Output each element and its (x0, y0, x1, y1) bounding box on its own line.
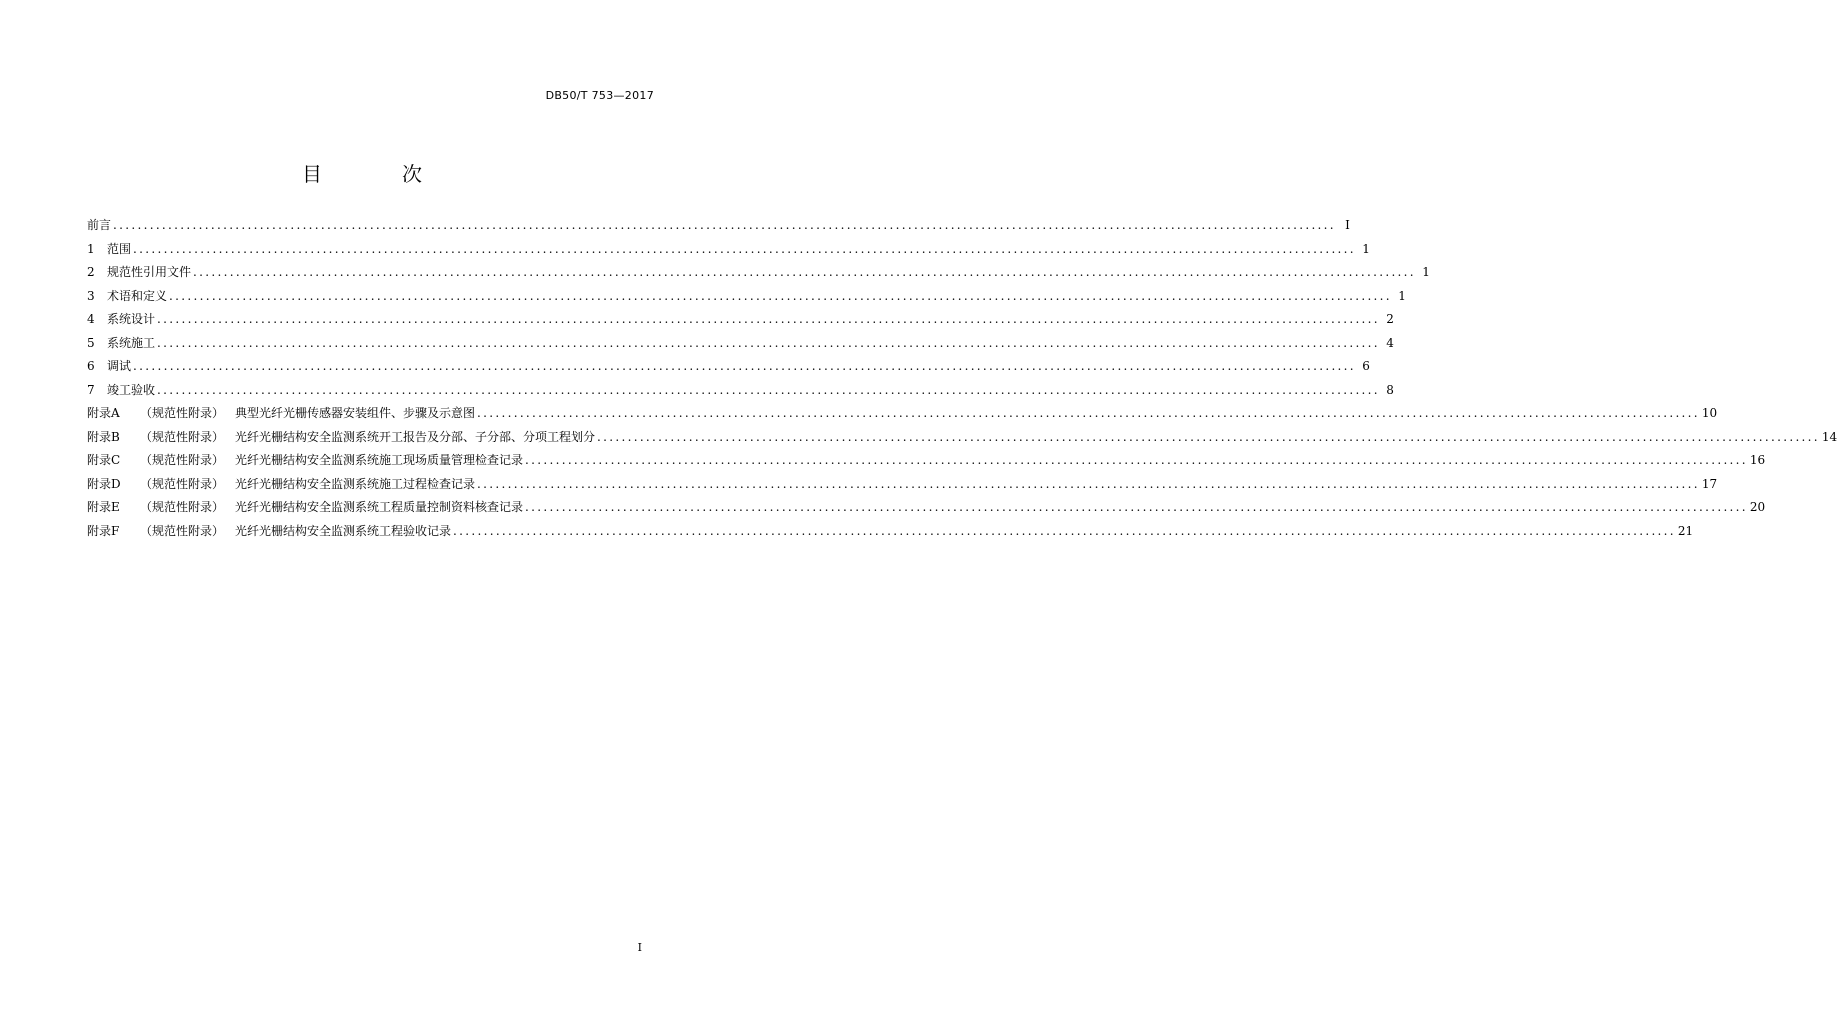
toc-entry-page: 1 (1422, 265, 1430, 279)
toc-entry[interactable] (87, 428, 1837, 452)
toc-entry[interactable] (87, 475, 1718, 499)
toc-dot-leader: ........................................................................................................................................................................................................ (477, 476, 1700, 491)
toc-entry-annex-type: （规范性附录） (140, 500, 225, 514)
toc-entry[interactable] (87, 334, 1394, 358)
toc-entry-number: 2 (87, 265, 95, 279)
toc-entry[interactable] (87, 216, 1350, 240)
toc-dot-leader: ........................................................................................................................................................................................................ (477, 406, 1700, 420)
toc-entry-page: 10 (1701, 406, 1718, 420)
toc-entry-label: 典型光纤光栅传感器安装组件、步骤及示意图 (235, 406, 476, 420)
toc-entry-label: 光纤光栅结构安全监测系统开工报告及分部、子分部、分项工程划分 (235, 429, 596, 444)
toc-entry-number: 3 (87, 288, 95, 303)
toc-entry-page: I (1345, 218, 1350, 232)
toc-entry[interactable] (87, 287, 1406, 311)
toc-entry-page: 14 (1821, 429, 1837, 444)
toc-entry[interactable] (87, 522, 1694, 546)
toc-entry-page: 20 (1749, 500, 1766, 514)
toc-dot-leader: ........................................................................................................................................................................................................ (193, 265, 1416, 279)
toc-entry[interactable] (87, 498, 1766, 522)
toc-dot-leader: ........................................................................................................................................................................................................ (453, 523, 1676, 538)
toc-entry[interactable] (87, 404, 1718, 428)
page-title: 目 次 (302, 162, 452, 186)
toc-dot-leader: ........................................................................................................................................................................................................ (157, 335, 1380, 350)
toc-entry-number: 6 (87, 359, 95, 373)
toc-entry[interactable] (87, 310, 1394, 334)
table-of-contents (87, 216, 1837, 545)
toc-entry-label: 光纤光栅结构安全监测系统施工过程检查记录 (235, 476, 476, 491)
toc-entry-label: 前言 (87, 218, 112, 232)
toc-entry[interactable] (87, 357, 1370, 381)
toc-entry-annex-type: （规范性附录） (140, 523, 225, 538)
toc-entry-number: 附录B (87, 429, 120, 444)
toc-entry-number: 7 (87, 382, 95, 397)
toc-entry[interactable] (87, 381, 1394, 405)
toc-entry-label: 范围 (107, 241, 132, 256)
toc-entry-annex-type: （规范性附录） (140, 476, 225, 491)
toc-entry-label: 光纤光栅结构安全监测系统工程验收记录 (235, 523, 452, 538)
toc-entry-number: 附录A (87, 406, 120, 420)
toc-dot-leader: ........................................................................................................................................................................................................ (525, 500, 1748, 514)
toc-dot-leader: ........................................................................................................................................................................................................ (157, 382, 1380, 397)
toc-entry-page: 2 (1386, 312, 1394, 326)
toc-entry-annex-type: （规范性附录） (140, 429, 225, 444)
toc-dot-leader: ........................................................................................................................................................................................................ (157, 312, 1380, 326)
toc-entry-page: 4 (1386, 335, 1394, 350)
toc-entry-number: 1 (87, 241, 95, 256)
toc-dot-leader: ........................................................................................................................................................................................................ (169, 288, 1392, 303)
toc-dot-leader: ........................................................................................................................................................................................................ (133, 241, 1356, 256)
toc-entry-number: 4 (87, 312, 95, 326)
toc-entry-number: 附录F (87, 523, 120, 538)
toc-entry-number: 附录D (87, 476, 121, 491)
toc-entry-page: 1 (1398, 288, 1406, 303)
toc-entry[interactable] (87, 451, 1766, 475)
toc-entry-label: 规范性引用文件 (107, 265, 192, 279)
toc-entry-number: 5 (87, 335, 95, 350)
toc-entry-annex-type: （规范性附录） (140, 406, 225, 420)
toc-entry[interactable] (87, 240, 1370, 264)
toc-entry-page: 6 (1362, 359, 1370, 373)
page-number: I (637, 941, 642, 954)
toc-entry-annex-type: （规范性附录） (140, 453, 225, 467)
toc-dot-leader: ........................................................................................................................................................................................................ (133, 359, 1356, 373)
standard-code: DB50/T 753—2017 (545, 89, 654, 102)
toc-entry[interactable] (87, 263, 1430, 287)
toc-entry-label: 光纤光栅结构安全监测系统施工现场质量管理检查记录 (235, 453, 524, 467)
toc-entry-page: 1 (1362, 241, 1370, 256)
toc-entry-number: 附录E (87, 500, 120, 514)
toc-entry-page: 16 (1749, 453, 1766, 467)
toc-entry-page: 17 (1701, 476, 1718, 491)
toc-entry-label: 术语和定义 (107, 288, 168, 303)
toc-entry-label: 系统设计 (107, 312, 156, 326)
toc-entry-page: 8 (1386, 382, 1394, 397)
toc-entry-label: 光纤光栅结构安全监测系统工程质量控制资料核查记录 (235, 500, 524, 514)
toc-dot-leader: ........................................................................................................................................................................................................ (525, 453, 1748, 467)
toc-dot-leader: ........................................................................................................................................................................................................ (597, 429, 1820, 444)
toc-entry-page: 21 (1677, 523, 1694, 538)
toc-entry-label: 调试 (107, 359, 132, 373)
toc-dot-leader: ........................................................................................................................................................................................................ (113, 218, 1336, 232)
toc-entry-label: 竣工验收 (107, 382, 156, 397)
toc-entry-label: 系统施工 (107, 335, 156, 350)
toc-entry-number: 附录C (87, 453, 121, 467)
